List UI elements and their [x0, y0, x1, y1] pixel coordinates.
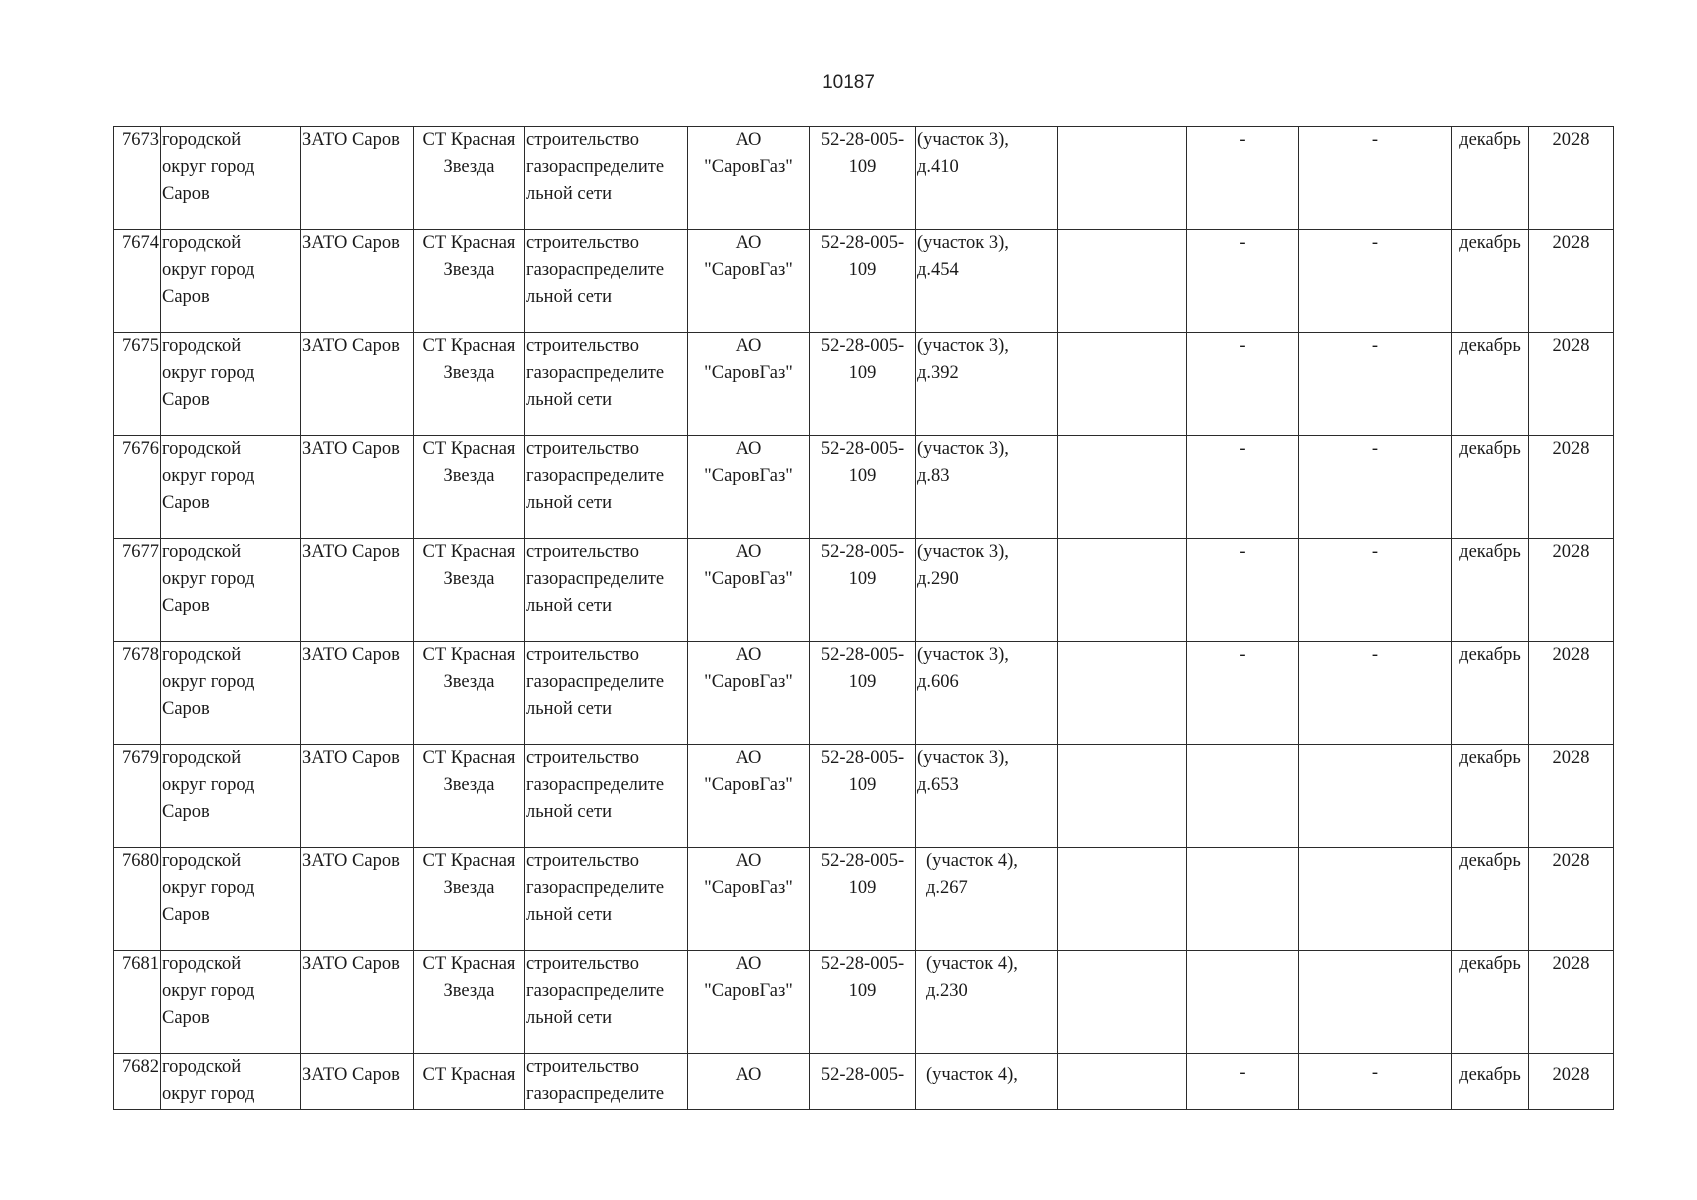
work-type-cell-line: газораспределите [526, 878, 665, 898]
year-cell: 2028 [1529, 642, 1614, 745]
organization-cell [688, 1054, 810, 1110]
dash-cell [1299, 951, 1452, 1054]
empty-cell [1058, 230, 1187, 333]
month-cell: декабрь [1452, 539, 1529, 642]
settlement-cell [414, 127, 525, 230]
address-cell-line: д.230 [926, 981, 968, 1001]
year-cell: 2028 [1529, 539, 1614, 642]
settlement-cell-line: СТ Красная [422, 748, 516, 768]
settlement-cell-line: СТ Красная [422, 233, 516, 253]
organization-cell-line: АО [735, 645, 762, 665]
municipality-cell-line: Саров [162, 905, 210, 925]
object-code-cell-line: 52-28-005- [820, 336, 905, 356]
table-row [114, 127, 1614, 230]
municipality-cell-line: округ город [162, 260, 255, 280]
work-type-cell-line: строительство [526, 233, 640, 253]
dash-cell: - [1299, 127, 1452, 230]
year-cell: 2028 [1529, 1054, 1614, 1110]
work-type-cell [525, 745, 688, 848]
work-type-cell-line: льной сети [526, 802, 612, 822]
table-row [114, 951, 1614, 1054]
organization-cell-line: "СаровГаз" [704, 878, 793, 898]
address-cell [916, 848, 1058, 951]
dash-cell: - [1187, 642, 1299, 745]
organization-cell-line: АО [735, 954, 762, 974]
object-code-cell-line: 109 [848, 775, 877, 795]
object-code-cell-line: 52-28-005- [820, 130, 905, 150]
table-row [114, 539, 1614, 642]
month-cell: декабрь [1452, 951, 1529, 1054]
municipality-cell-line: Саров [162, 802, 210, 822]
row-number: 7673 [114, 127, 161, 230]
city-cell: ЗАТО Саров [301, 539, 414, 642]
work-type-cell-line: строительство [526, 336, 640, 356]
month-cell: декабрь [1452, 848, 1529, 951]
address-cell-line: д.454 [917, 260, 959, 280]
city-cell: ЗАТО Саров [301, 745, 414, 848]
organization-cell-line: "СаровГаз" [704, 981, 793, 1001]
object-code-cell-line: 52-28-005- [820, 439, 905, 459]
address-cell-line: (участок 3), [917, 130, 1009, 150]
work-type-cell-line: строительство [526, 645, 640, 665]
row-number: 7680 [114, 848, 161, 951]
object-code-cell [810, 127, 916, 230]
object-code-cell-line: 109 [848, 878, 877, 898]
settlement-cell-line: Звезда [443, 775, 495, 795]
city-cell: ЗАТО Саров [301, 951, 414, 1054]
organization-cell [688, 951, 810, 1054]
municipality-cell [161, 745, 301, 848]
municipality-cell-line: городской [162, 851, 242, 871]
settlement-cell-line: Звезда [443, 878, 495, 898]
work-type-cell-line: газораспределите [526, 981, 665, 1001]
year-cell: 2028 [1529, 745, 1614, 848]
organization-cell-line: "СаровГаз" [704, 775, 793, 795]
municipality-cell [161, 127, 301, 230]
municipality-cell-line: Саров [162, 287, 210, 307]
empty-cell [1058, 1054, 1187, 1110]
object-code-cell-line: 52-28-005- [820, 1065, 905, 1085]
municipality-cell [161, 848, 301, 951]
work-type-cell [525, 848, 688, 951]
object-code-cell [810, 230, 916, 333]
work-type-cell-line: строительство [526, 130, 640, 150]
object-code-cell-line: 109 [848, 157, 877, 177]
organization-cell-line: АО [735, 336, 762, 356]
address-cell-line: д.606 [917, 672, 959, 692]
dash-cell: - [1299, 230, 1452, 333]
settlement-cell-line: СТ Красная [422, 439, 516, 459]
municipality-cell [161, 539, 301, 642]
month-cell: декабрь [1452, 436, 1529, 539]
year-cell: 2028 [1529, 848, 1614, 951]
object-code-cell-line: 52-28-005- [820, 954, 905, 974]
municipality-cell-line: Саров [162, 493, 210, 513]
settlement-cell-line: СТ Красная [422, 542, 516, 562]
work-type-cell [525, 230, 688, 333]
address-cell [916, 642, 1058, 745]
object-code-cell [810, 848, 916, 951]
year-cell: 2028 [1529, 436, 1614, 539]
address-cell-line: (участок 3), [917, 439, 1009, 459]
empty-cell [1058, 642, 1187, 745]
organization-cell-line: "СаровГаз" [704, 569, 793, 589]
dash-cell [1187, 848, 1299, 951]
month-cell: декабрь [1452, 230, 1529, 333]
organization-cell-line: "СаровГаз" [704, 363, 793, 383]
work-type-cell-line: газораспределите [526, 672, 665, 692]
year-cell: 2028 [1529, 230, 1614, 333]
empty-cell [1058, 333, 1187, 436]
settlement-cell-line: Звезда [443, 363, 495, 383]
municipality-cell-line: городской [162, 645, 242, 665]
dash-cell [1299, 745, 1452, 848]
dash-cell: - [1299, 539, 1452, 642]
work-type-cell [525, 539, 688, 642]
city-cell: ЗАТО Саров [301, 848, 414, 951]
object-code-cell [810, 745, 916, 848]
object-code-cell [810, 642, 916, 745]
address-cell [916, 951, 1058, 1054]
dash-cell: - [1187, 436, 1299, 539]
settlement-cell-line: Звезда [443, 157, 495, 177]
settlement-cell-line: СТ Красная [422, 954, 516, 974]
object-code-cell-line: 109 [848, 260, 877, 280]
dash-cell: - [1187, 1054, 1299, 1110]
municipality-cell-line: округ город [162, 878, 255, 898]
row-number: 7681 [114, 951, 161, 1054]
work-type-cell-line: льной сети [526, 1008, 612, 1028]
object-code-cell [810, 951, 916, 1054]
month-cell: декабрь [1452, 1054, 1529, 1110]
municipality-cell-line: округ город [162, 363, 255, 383]
municipality-cell-line: округ город [162, 981, 255, 1001]
object-code-cell-line: 52-28-005- [820, 645, 905, 665]
settlement-cell [414, 848, 525, 951]
work-type-cell [525, 127, 688, 230]
work-type-cell-line: строительство [526, 1057, 640, 1077]
row-number: 7674 [114, 230, 161, 333]
address-cell [916, 436, 1058, 539]
work-type-cell-line: газораспределите [526, 260, 665, 280]
organization-cell-line: "СаровГаз" [704, 157, 793, 177]
settlement-cell-line: Звезда [443, 260, 495, 280]
settlement-cell [414, 436, 525, 539]
object-code-cell-line: 109 [848, 466, 877, 486]
row-number: 7679 [114, 745, 161, 848]
dash-cell: - [1299, 642, 1452, 745]
dash-cell [1299, 848, 1452, 951]
organization-cell [688, 333, 810, 436]
row-number: 7682 [114, 1054, 161, 1110]
municipality-cell-line: Саров [162, 1008, 210, 1028]
year-cell: 2028 [1529, 951, 1614, 1054]
object-code-cell [810, 1054, 916, 1110]
municipality-cell [161, 230, 301, 333]
work-type-cell [525, 642, 688, 745]
municipality-cell-line: округ город [162, 775, 255, 795]
dash-cell: - [1299, 333, 1452, 436]
settlement-cell-line: СТ Красная [422, 336, 516, 356]
organization-cell [688, 539, 810, 642]
organization-cell-line: АО [735, 130, 762, 150]
year-cell: 2028 [1529, 333, 1614, 436]
object-code-cell-line: 52-28-005- [820, 851, 905, 871]
address-cell-line: д.267 [926, 878, 968, 898]
organization-cell-line: АО [735, 1065, 762, 1085]
work-type-cell-line: строительство [526, 439, 640, 459]
organization-cell-line: АО [735, 439, 762, 459]
table-row [114, 1054, 1614, 1110]
work-type-cell-line: льной сети [526, 287, 612, 307]
work-type-cell [525, 1054, 688, 1110]
municipality-cell-line: городской [162, 954, 242, 974]
month-cell: декабрь [1452, 333, 1529, 436]
work-type-cell [525, 333, 688, 436]
work-type-cell-line: газораспределите [526, 157, 665, 177]
dash-cell [1187, 745, 1299, 848]
work-type-cell-line: льной сети [526, 596, 612, 616]
object-code-cell [810, 333, 916, 436]
settlement-cell-line: Звезда [443, 672, 495, 692]
city-cell: ЗАТО Саров [301, 127, 414, 230]
address-cell-line: (участок 4), [926, 954, 1018, 974]
address-cell [916, 1054, 1058, 1110]
address-cell-line: (участок 3), [917, 542, 1009, 562]
empty-cell [1058, 848, 1187, 951]
object-code-cell-line: 109 [848, 569, 877, 589]
row-number: 7677 [114, 539, 161, 642]
organization-cell-line: АО [735, 851, 762, 871]
settlement-cell-line: СТ Красная [422, 645, 516, 665]
address-cell-line: (участок 4), [926, 1065, 1018, 1085]
table-row [114, 848, 1614, 951]
empty-cell [1058, 745, 1187, 848]
empty-cell [1058, 951, 1187, 1054]
settlement-cell [414, 333, 525, 436]
empty-cell [1058, 127, 1187, 230]
object-code-cell [810, 539, 916, 642]
object-code-cell [810, 436, 916, 539]
municipality-cell [161, 333, 301, 436]
page-number: 10187 [822, 72, 875, 93]
work-type-cell-line: газораспределите [526, 1084, 665, 1104]
address-cell-line: д.410 [917, 157, 959, 177]
city-cell: ЗАТО Саров [301, 436, 414, 539]
table-row [114, 436, 1614, 539]
work-type-cell-line: строительство [526, 851, 640, 871]
month-cell: декабрь [1452, 642, 1529, 745]
address-cell [916, 539, 1058, 642]
work-type-cell-line: льной сети [526, 390, 612, 410]
settlement-cell-line: Звезда [443, 466, 495, 486]
address-cell-line: (участок 3), [917, 748, 1009, 768]
municipality-cell-line: округ город [162, 672, 255, 692]
organization-cell-line: "СаровГаз" [704, 466, 793, 486]
municipality-cell-line: Саров [162, 596, 210, 616]
row-number: 7678 [114, 642, 161, 745]
dash-cell: - [1187, 539, 1299, 642]
address-cell-line: д.653 [917, 775, 959, 795]
dash-cell: - [1299, 1054, 1452, 1110]
object-code-cell-line: 109 [848, 672, 877, 692]
address-cell-line: (участок 3), [917, 645, 1009, 665]
address-cell-line: д.83 [917, 466, 950, 486]
municipality-cell-line: округ город [162, 157, 255, 177]
municipality-cell-line: городской [162, 1057, 242, 1077]
municipality-cell-line: городской [162, 542, 242, 562]
data-table [113, 126, 1614, 1110]
table-row [114, 642, 1614, 745]
organization-cell-line: АО [735, 542, 762, 562]
municipality-cell-line: городской [162, 439, 242, 459]
address-cell-line: (участок 3), [917, 336, 1009, 356]
address-cell [916, 127, 1058, 230]
work-type-cell-line: строительство [526, 954, 640, 974]
settlement-cell [414, 230, 525, 333]
settlement-cell [414, 1054, 525, 1110]
settlement-cell [414, 951, 525, 1054]
city-cell: ЗАТО Саров [301, 333, 414, 436]
work-type-cell-line: льной сети [526, 184, 612, 204]
organization-cell [688, 230, 810, 333]
object-code-cell-line: 52-28-005- [820, 233, 905, 253]
municipality-cell-line: Саров [162, 390, 210, 410]
work-type-cell-line: льной сети [526, 493, 612, 513]
settlement-cell-line: Звезда [443, 569, 495, 589]
organization-cell [688, 642, 810, 745]
work-type-cell [525, 436, 688, 539]
organization-cell-line: АО [735, 748, 762, 768]
municipality-cell-line: городской [162, 336, 242, 356]
work-type-cell-line: газораспределите [526, 466, 665, 486]
organization-cell-line: "СаровГаз" [704, 260, 793, 280]
dash-cell: - [1187, 127, 1299, 230]
municipality-cell-line: округ город [162, 569, 255, 589]
empty-cell [1058, 539, 1187, 642]
address-cell-line: (участок 3), [917, 233, 1009, 253]
row-number: 7675 [114, 333, 161, 436]
object-code-cell-line: 52-28-005- [820, 748, 905, 768]
address-cell-line: (участок 4), [926, 851, 1018, 871]
work-type-cell-line: газораспределите [526, 569, 665, 589]
settlement-cell [414, 539, 525, 642]
municipality-cell-line: округ город [162, 466, 255, 486]
dash-cell: - [1187, 230, 1299, 333]
address-cell [916, 230, 1058, 333]
settlement-cell-line: СТ Красная [422, 851, 516, 871]
work-type-cell-line: льной сети [526, 905, 612, 925]
dash-cell: - [1187, 333, 1299, 436]
table-row [114, 745, 1614, 848]
work-type-cell-line: льной сети [526, 699, 612, 719]
address-cell-line: д.290 [917, 569, 959, 589]
row-number: 7676 [114, 436, 161, 539]
municipality-cell-line: округ город [162, 1084, 255, 1104]
month-cell: декабрь [1452, 745, 1529, 848]
object-code-cell-line: 52-28-005- [820, 542, 905, 562]
settlement-cell-line: СТ Красная [422, 1065, 516, 1085]
work-type-cell-line: строительство [526, 748, 640, 768]
organization-cell [688, 848, 810, 951]
work-type-cell [525, 951, 688, 1054]
dash-cell: - [1299, 436, 1452, 539]
object-code-cell-line: 109 [848, 981, 877, 1001]
empty-cell [1058, 436, 1187, 539]
settlement-cell [414, 642, 525, 745]
settlement-cell-line: Звезда [443, 981, 495, 1001]
municipality-cell-line: городской [162, 233, 242, 253]
municipality-cell-line: городской [162, 748, 242, 768]
city-cell: ЗАТО Саров [301, 642, 414, 745]
address-cell-line: д.392 [917, 363, 959, 383]
municipality-cell [161, 951, 301, 1054]
organization-cell [688, 127, 810, 230]
address-cell [916, 745, 1058, 848]
organization-cell-line: "СаровГаз" [704, 672, 793, 692]
settlement-cell-line: СТ Красная [422, 130, 516, 150]
work-type-cell-line: газораспределите [526, 363, 665, 383]
work-type-cell-line: газораспределите [526, 775, 665, 795]
settlement-cell [414, 745, 525, 848]
address-cell [916, 333, 1058, 436]
municipality-cell [161, 1054, 301, 1110]
table-row [114, 230, 1614, 333]
municipality-cell-line: Саров [162, 184, 210, 204]
table-body [114, 127, 1614, 1110]
dash-cell [1187, 951, 1299, 1054]
object-code-cell-line: 109 [848, 363, 877, 383]
municipality-cell-line: городской [162, 130, 242, 150]
municipality-cell-line: Саров [162, 699, 210, 719]
municipality-cell [161, 436, 301, 539]
organization-cell-line: АО [735, 233, 762, 253]
work-type-cell-line: строительство [526, 542, 640, 562]
municipality-cell [161, 642, 301, 745]
year-cell: 2028 [1529, 127, 1614, 230]
organization-cell [688, 745, 810, 848]
city-cell: ЗАТО Саров [301, 230, 414, 333]
city-cell: ЗАТО Саров [301, 1054, 414, 1110]
table-row [114, 333, 1614, 436]
organization-cell [688, 436, 810, 539]
month-cell: декабрь [1452, 127, 1529, 230]
